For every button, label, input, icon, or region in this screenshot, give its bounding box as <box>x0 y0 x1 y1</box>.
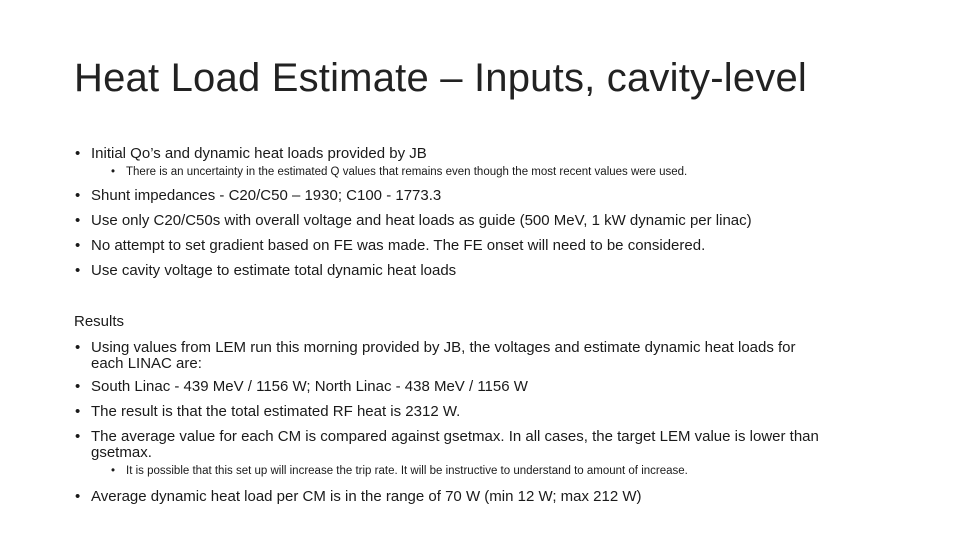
inputs-list <box>74 145 427 163</box>
results-bullet-gsetmax <box>74 428 819 460</box>
results-list-final <box>74 488 642 506</box>
inputs-list-continued <box>74 187 752 280</box>
results-bullet-lem-values-line1: • Using values from LEM run this morning provided by JB, the voltages and estimate dynamic heat loads for <box>91 339 796 356</box>
results-bullet-lem-values <box>74 339 819 371</box>
results-bullet-gsetmax-line1: • The average value for each CM is compared against gsetmax. In all cases, the target LEM value is lower than <box>91 428 819 445</box>
results-bullet-total-rf-heat: • The result is that the total estimated RF heat is 2312 W. <box>74 403 819 421</box>
inputs-bullet-no-fe-gradient: • No attempt to set gradient based on FE was made. The FE onset will need to be considered. <box>74 237 752 255</box>
slide-title: Heat Load Estimate – Inputs, cavity-level <box>74 56 808 100</box>
inputs-bullet-cavity-voltage: • Use cavity voltage to estimate total dynamic heat loads <box>74 262 752 280</box>
inputs-bullet-shunt-impedances: • Shunt impedances - C20/C50 – 1930; C100 - 1773.3 <box>74 187 752 205</box>
results-bullet-lem-values-line2: each LINAC are: <box>91 355 202 372</box>
inputs-sub-bullet-uncertainty: • There is an uncertainty in the estimated Q values that remains even though the most recent values were used. <box>74 165 687 179</box>
results-heading: Results <box>74 313 125 330</box>
inputs-bullet-initial-qo: • Initial Qo’s and dynamic heat loads provided by JB <box>74 145 427 163</box>
results-sublist <box>74 464 688 478</box>
results-bullet-average-heat-load: • Average dynamic heat load per CM is in the range of 70 W (min 12 W; max 212 W) <box>74 488 642 506</box>
results-bullet-linac-values: • South Linac - 439 MeV / 1156 W; North Linac - 438 MeV / 1156 W <box>74 378 819 396</box>
inputs-bullet-use-c20-c50: • Use only C20/C50s with overall voltage and heat loads as guide (500 MeV, 1 kW dynamic per linac) <box>74 212 752 230</box>
results-bullet-gsetmax-line2: gsetmax. <box>91 444 152 461</box>
results-list <box>74 339 819 460</box>
inputs-sublist <box>74 165 687 179</box>
results-sub-bullet-trip-rate: • It is possible that this set up will increase the trip rate. It will be instructive to understand to amount of increase. <box>74 464 688 478</box>
